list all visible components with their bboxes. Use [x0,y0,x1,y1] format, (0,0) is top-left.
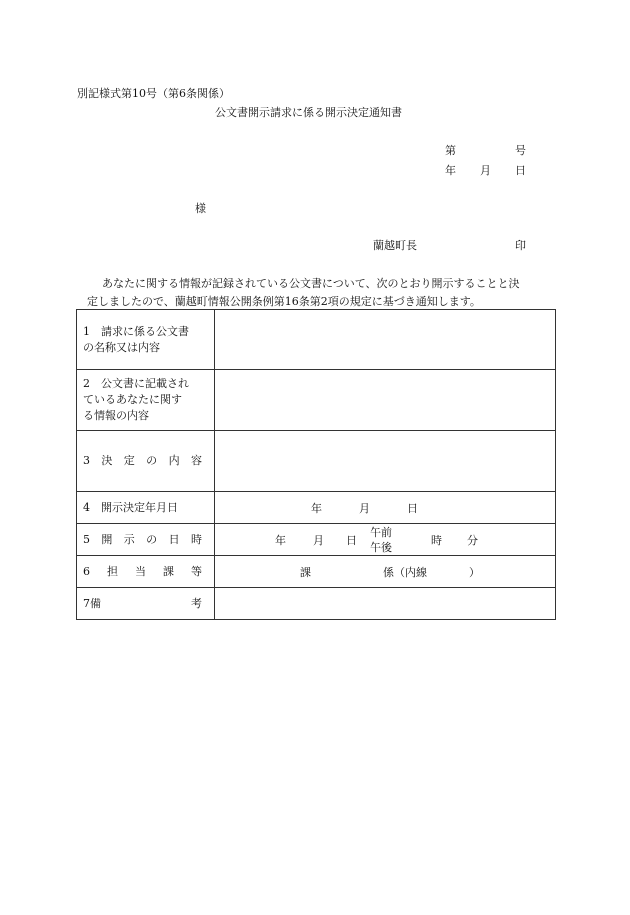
label-char: 等 [191,564,202,578]
day-unit: 日 [407,501,418,515]
disclosure-datetime-field[interactable] [215,524,556,556]
decision-date-field[interactable] [215,492,556,524]
label-char: 7 [83,596,90,610]
row-label [77,588,215,620]
row-label: 4 開示決定年月日 [77,492,215,524]
row-label [77,524,215,556]
month-unit: 月 [313,533,324,547]
table-row [77,556,556,588]
year-unit: 年 [311,501,322,515]
table-row [77,370,556,431]
doc-date-day: 日 [515,164,526,177]
label-char: 内 [168,454,180,467]
label-char: 当 [135,564,146,578]
pm-label: 午後 [370,540,392,554]
row-label-line: る情報の内容 [83,409,149,422]
table-row [77,524,556,556]
document-title: 公文書開示請求に係る開示決定通知書 [215,106,402,119]
year-unit: 年 [275,533,286,547]
label-char: 時 [190,532,202,546]
row-label [77,556,215,588]
disclosure-table [76,309,556,620]
section-unit: 課 [300,565,311,579]
day-unit: 日 [346,533,357,547]
label-char: 備 [90,596,101,610]
month-unit: 月 [359,501,370,515]
row-label-line: 2 公文書に記載され [83,377,189,390]
doc-date-month: 月 [480,164,491,177]
table-row [77,431,556,492]
label-char: の [146,532,158,546]
doc-number-label: 第 [445,144,456,157]
row-label [77,370,215,431]
body-text-line-1: あなたに関する情報が記録されている公文書について、次のとおり開示することと決 [102,277,520,290]
personal-info-field[interactable] [215,370,556,431]
label-char: 考 [191,596,202,610]
doc-date-year: 年 [445,164,456,177]
addressee-suffix: 様 [195,202,206,215]
form-reference: 別記様式第10号（第6条関係） [77,87,230,100]
label-char: の [146,454,158,467]
table-row [77,310,556,370]
extension-close-paren: ） [469,565,480,579]
label-char: 開 [101,532,113,546]
row-label [77,310,215,370]
label-char: 日 [168,532,180,546]
row-label-line: の名称又は内容 [83,340,160,354]
row-label-line: ているあなたに関す [83,393,182,406]
am-label: 午前 [370,525,392,539]
hour-unit: 時 [431,533,442,547]
am-pm-choice[interactable] [370,525,392,555]
minute-unit: 分 [467,533,478,547]
label-char: 担 [107,564,118,578]
label-char: 決 [101,454,113,467]
row-label [77,431,215,492]
label-char: 示 [123,532,135,546]
body-text-line-2: 定しましたので、蘭越町情報公開条例第16条第2項の規定に基づき通知します。 [87,295,481,308]
table-row [77,492,556,524]
subsection-extension-label: 係（内線 [383,565,427,579]
label-char: 3 [83,454,90,467]
decision-content-field[interactable] [215,431,556,492]
row-label-line: 1 請求に係る公文書 [83,324,189,338]
doc-number-suffix: 号 [515,144,526,157]
sender-name: 蘭越町長 [373,239,417,252]
remarks-field[interactable] [215,588,556,620]
label-char: 定 [123,454,135,467]
document-name-field[interactable] [215,310,556,370]
label-char: 課 [163,564,174,578]
seal-mark: 印 [515,239,526,252]
label-char: 容 [190,454,202,467]
label-char: 5 [83,532,90,546]
responsible-section-field[interactable] [215,556,556,588]
label-char: 6 [83,564,90,578]
table-row [77,588,556,620]
